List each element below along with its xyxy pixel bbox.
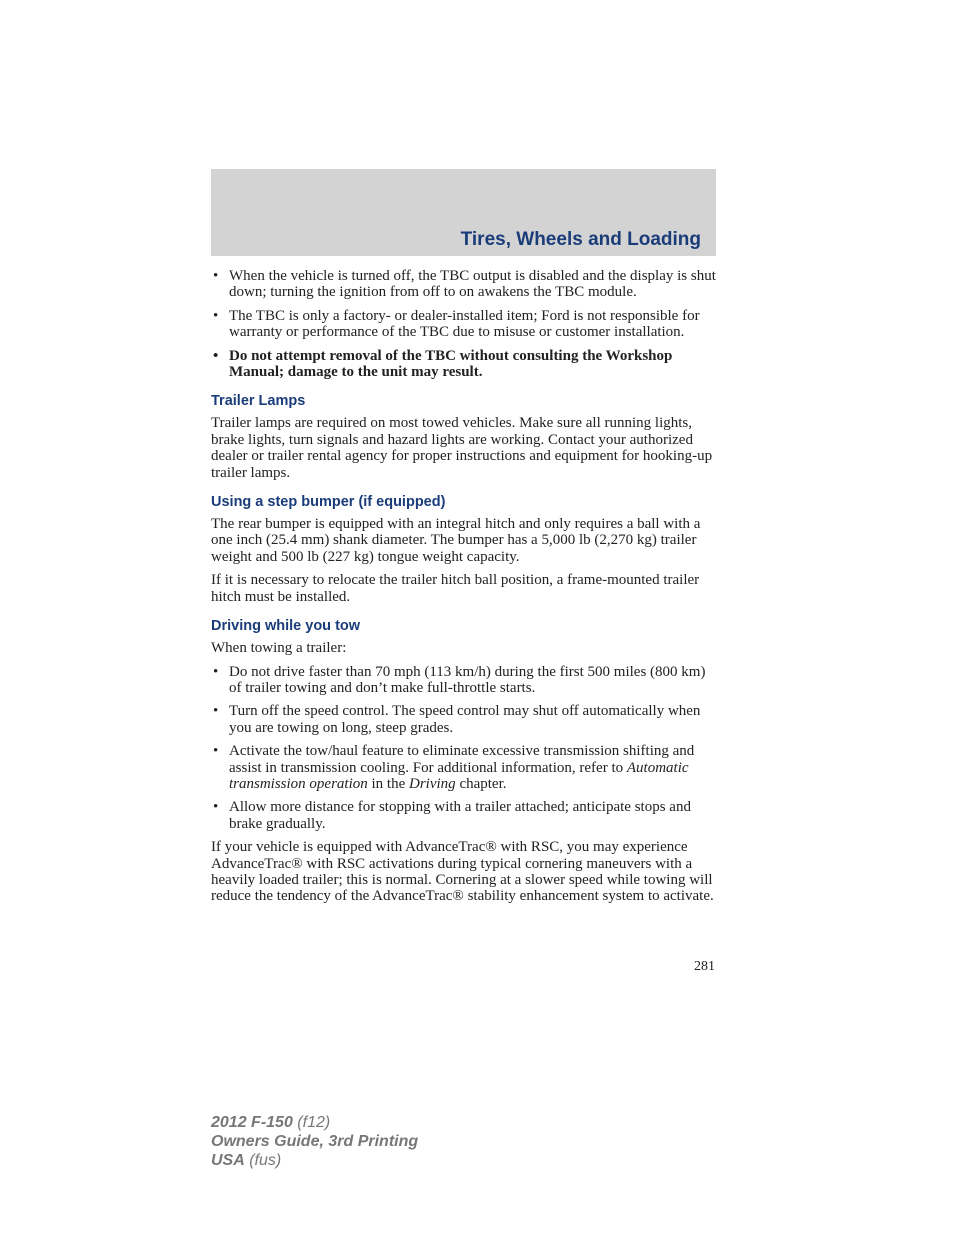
- bullet-icon: •: [213, 743, 219, 760]
- bullet-icon: •: [213, 799, 219, 816]
- trailer-lamps-paragraph: Trailer lamps are required on most towed vehicles. Make sure all running lights, brake lights, turn signals and hazard lights are working. Contact your authorized dealer or trailer rental agency for proper instructions and equipment for hooking-up trailer lamps.: [211, 415, 713, 481]
- page-number: 281: [694, 959, 715, 974]
- list-item: • When the vehicle is turned off, the TBC output is disabled and the display is shut down; turning the ignition from off to on awakens the TBC module.: [213, 268, 716, 301]
- document-footer: [211, 1113, 418, 1170]
- list-item: • Do not drive faster than 70 mph (113 km/h) during the first 500 miles (800 km) of trailer towing and don’t make full-throttle starts.: [213, 663, 706, 696]
- footer-line-region: USA (fus): [211, 1152, 282, 1169]
- bullet-icon: •: [213, 663, 219, 680]
- step-bumper-paragraph-2: If it is necessary to relocate the trailer hitch ball position, a frame-mounted trailer hitch must be installed.: [211, 572, 700, 605]
- list-item: • Turn off the speed control. The speed control may shut off automatically when you are towing on long, steep grades.: [213, 703, 701, 736]
- driving-intro: When towing a trailer:: [211, 640, 347, 657]
- list-item: • Activate the tow/haul feature to eliminate excessive transmission shifting and assist in transmission cooling. For additional information, refer to Automatic transmission operation in the Driving chapter.: [213, 743, 695, 792]
- section-header-band: [211, 169, 716, 256]
- list-item: • The TBC is only a factory- or dealer-installed item; Ford is not responsible for warranty or performance of the TBC due to misuse or customer installation.: [213, 307, 700, 341]
- reference-driving-chapter: Driving: [409, 775, 456, 792]
- reference-automatic-transmission: Automatic transmission operation: [229, 759, 689, 792]
- advancetrac-paragraph: If your vehicle is equipped with AdvanceTrac® with RSC, you may experience AdvanceTrac® with RSC activations during typical cornering maneuvers with a heavily loaded trailer; this is normal. Cornering at a slower speed while towing will reduce the tendency of the AdvanceTrac® stability enhancement system to activate.: [211, 839, 714, 905]
- heading-trailer-lamps: Trailer Lamps: [211, 393, 306, 410]
- heading-driving-while-tow: Driving while you tow: [211, 618, 361, 635]
- bullet-icon: •: [213, 268, 219, 284]
- list-item-warning: • Do not attempt removal of the TBC without consulting the Workshop Manual; damage to the unit may result.: [213, 347, 673, 381]
- bullet-icon: •: [213, 307, 219, 324]
- section-title: Tires, Wheels and Loading: [460, 229, 701, 250]
- list-item: • Allow more distance for stopping with a trailer attached; anticipate stops and brake gradually.: [213, 799, 691, 832]
- step-bumper-paragraph-1: The rear bumper is equipped with an integral hitch and only requires a ball with a one inch (25.4 mm) shank diameter. The bumper has a 5,000 lb (2,270 kg) trailer weight and 500 lb (227 kg) tongue weight capacity.: [211, 516, 701, 565]
- page-content: [211, 268, 716, 912]
- footer-line-model: 2012 F-150 (f12): [211, 1114, 331, 1131]
- bullet-icon: •: [213, 703, 219, 720]
- heading-step-bumper: Using a step bumper (if equipped): [211, 494, 446, 511]
- footer-line-guide: Owners Guide, 3rd Printing: [211, 1133, 419, 1150]
- bullet-icon: •: [213, 347, 219, 364]
